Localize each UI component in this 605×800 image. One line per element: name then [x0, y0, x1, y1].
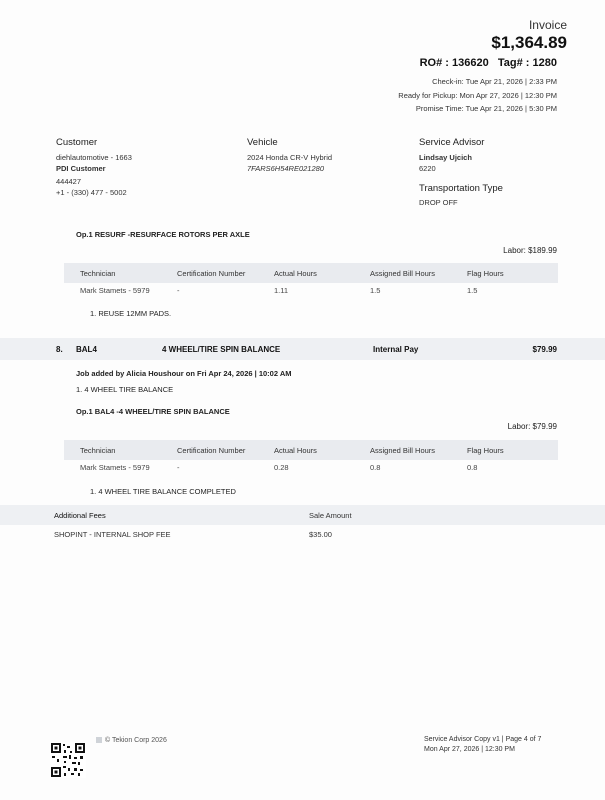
customer-title: Customer — [56, 137, 98, 148]
table-row — [64, 283, 558, 301]
invoice-total: $1,364.89 — [491, 33, 567, 52]
cell-certification: - — [177, 286, 180, 295]
transportation-type-value: DROP OFF — [419, 198, 458, 207]
cell-flag-hours: 0.8 — [467, 463, 478, 472]
job8-amount: $79.99 — [532, 345, 557, 354]
invoice-title: Invoice — [528, 18, 567, 32]
job8-note: 1. 4 WHEEL TIRE BALANCE COMPLETED — [90, 487, 236, 496]
job8-description: 4 WHEEL/TIRE SPIN BALANCE — [162, 345, 281, 354]
job8-band — [0, 338, 605, 360]
cell-certification: - — [177, 463, 180, 472]
col-actual-hours: Actual Hours — [274, 269, 317, 278]
cell-technician: Mark Stamets - 5979 — [80, 286, 150, 295]
ro-tag-line — [420, 57, 557, 69]
qr-code-icon — [50, 742, 86, 778]
col-flag-hours: Flag Hours — [467, 446, 504, 455]
customer-phone: +1 - (330) 477 - 5002 — [56, 188, 127, 197]
fees-title: Additional Fees — [54, 511, 106, 520]
vehicle-block — [247, 137, 332, 174]
cell-assigned-bill-hours: 1.5 — [370, 286, 381, 295]
fee-item-name: SHOPINT - INTERNAL SHOP FEE — [54, 530, 171, 539]
service-advisor-block — [419, 137, 503, 208]
job7-tech-table — [64, 263, 558, 301]
footer-date: Mon Apr 27, 2026 | 12:30 PM — [424, 746, 515, 753]
service-advisor-name: Lindsay Ujcich — [419, 153, 472, 162]
ready-for-pickup-time: Ready for Pickup: Mon Apr 27, 2026 | 12:30 PM — [398, 91, 557, 100]
job8-number: 8. — [56, 345, 63, 354]
col-technician: Technician — [80, 446, 116, 455]
customer-type: PDI Customer — [56, 164, 106, 173]
vehicle-vin: 7FARS6H54RE021280 — [247, 164, 324, 173]
table-row — [64, 460, 558, 478]
fees-amount-header: Sale Amount — [309, 511, 352, 520]
col-certification: Certification Number — [177, 446, 246, 455]
transportation-type-title: Transportation Type — [419, 183, 503, 194]
cell-actual-hours: 1.11 — [274, 286, 289, 295]
service-advisor-title: Service Advisor — [419, 137, 485, 148]
table-header — [64, 440, 558, 460]
col-assigned-bill-hours: Assigned Bill Hours — [370, 269, 436, 278]
cell-flag-hours: 1.5 — [467, 286, 478, 295]
job8-op-line: Op.1 BAL4 -4 WHEEL/TIRE SPIN BALANCE — [76, 407, 230, 416]
footer-page-info: Service Advisor Copy v1 | Page 4 of 7 — [424, 736, 542, 743]
job7-labor: Labor: $189.99 — [503, 246, 557, 255]
col-assigned-bill-hours: Assigned Bill Hours — [370, 446, 436, 455]
job7-note: 1. REUSE 12MM PADS. — [90, 309, 172, 318]
service-advisor-id: 6220 — [419, 164, 436, 173]
tag-number: Tag# : 1280 — [497, 57, 557, 69]
col-actual-hours: Actual Hours — [274, 446, 317, 455]
cell-assigned-bill-hours: 0.8 — [370, 463, 381, 472]
footer-copyright: © Tekion Corp 2026 — [105, 737, 167, 744]
vehicle-model: 2024 Honda CR-V Hybrid — [247, 153, 333, 162]
job8-added-by: Job added by Alicia Houshour on Fri Apr 24, 2026 | 10:02 AM — [76, 369, 292, 378]
table-header — [64, 263, 558, 283]
job8-pay-type: Internal Pay — [373, 345, 419, 354]
job8-tech-table — [64, 440, 558, 478]
customer-name: diehlautomotive - 1663 — [56, 153, 132, 162]
vehicle-title: Vehicle — [247, 137, 278, 148]
col-certification: Certification Number — [177, 269, 246, 278]
cell-technician: Mark Stamets - 5979 — [80, 463, 150, 472]
job8-code: BAL4 — [76, 345, 97, 354]
fee-item-amount: $35.00 — [309, 530, 332, 539]
promise-time: Promise Time: Tue Apr 21, 2026 | 5:30 PM — [415, 104, 557, 113]
col-flag-hours: Flag Hours — [467, 269, 504, 278]
additional-fees-section — [0, 505, 605, 549]
tekion-logo-icon — [96, 737, 102, 743]
col-technician: Technician — [80, 269, 116, 278]
cell-actual-hours: 0.28 — [274, 463, 289, 472]
checkin-time: Check-in: Tue Apr 21, 2026 | 2:33 PM — [432, 77, 557, 86]
job7-op-line: Op.1 RESURF -RESURFACE ROTORS PER AXLE — [76, 230, 250, 239]
customer-id: 444427 — [56, 177, 82, 186]
customer-block — [56, 137, 132, 198]
job8-concern: 1. 4 WHEEL TIRE BALANCE — [76, 385, 174, 394]
ro-number: RO# : 136620 — [419, 57, 489, 69]
job8-labor: Labor: $79.99 — [507, 422, 557, 431]
